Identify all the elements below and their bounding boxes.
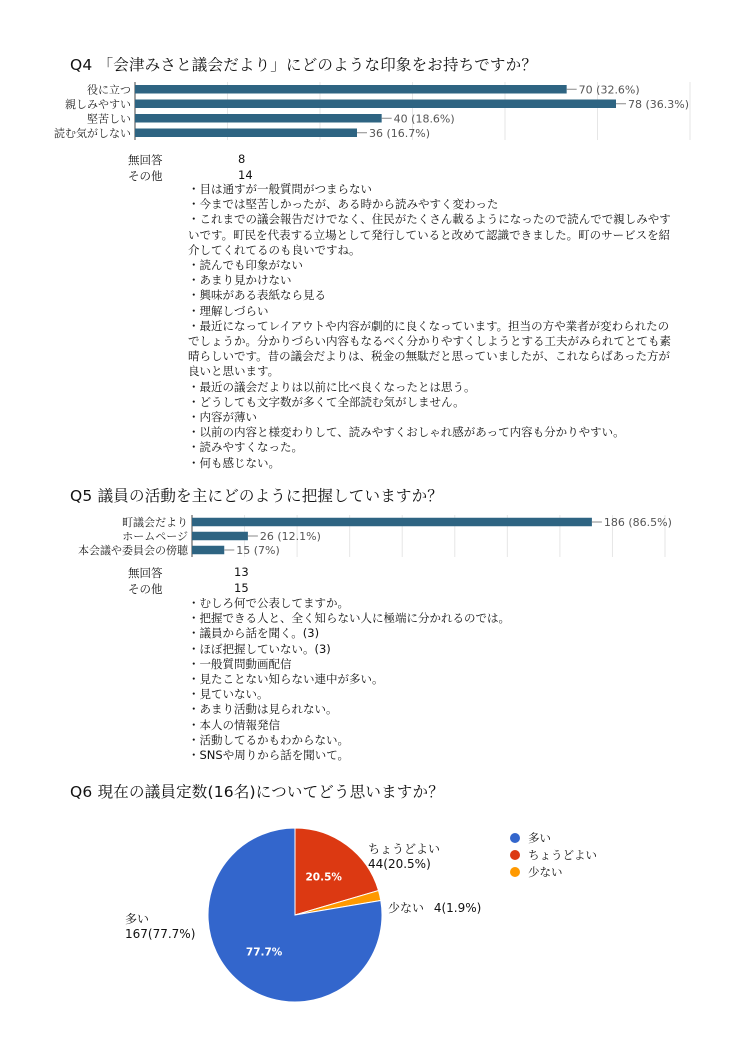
q4-other-value: 14 — [238, 168, 253, 182]
legend-item-many — [510, 829, 597, 846]
q4-data-label: 70 (32.6%) — [578, 83, 640, 97]
q5-bar — [192, 546, 224, 555]
q4-comment: ・どうしても文字数が多くて全部読む気がしません。 — [188, 394, 465, 409]
q4-category-label: 役に立つ — [87, 83, 131, 97]
q4-data-label: 40 (18.6%) — [393, 112, 455, 126]
legend-item-few — [510, 863, 597, 880]
q5-title: Q5 議員の活動を主にどのように把握していますか？ — [70, 487, 443, 505]
q4-comment: ・以前の内容と様変わりして、読みやすくおしゃれ感があって内容も分かりやすい。 — [188, 425, 625, 440]
q5-comment: ・議員から話を聞く。(3) — [188, 626, 320, 641]
legend-dot-many — [510, 833, 520, 843]
q5-comment: ・むしろ何で公表してますか。 — [188, 596, 349, 610]
q4-comments — [188, 182, 680, 471]
q4-data-label: 36 (16.7%) — [369, 126, 431, 140]
q4-data-label: 78 (36.3%) — [628, 97, 690, 111]
legend-dot-just-right — [510, 850, 520, 860]
q4-comment: ・読みやすくなった。 — [188, 440, 303, 455]
q5-other-value: 15 — [234, 581, 249, 595]
pie-label-many-name: 多い — [125, 912, 150, 926]
q5-comment: ・一般質問動画配信 — [188, 656, 292, 671]
pie-legend — [510, 829, 597, 880]
q6-pie-chart — [200, 825, 390, 1000]
pie-label-just-right — [368, 842, 440, 872]
q5-comment: ・ほぼ把握していない。(3) — [188, 641, 331, 656]
q5-bar-chart — [60, 512, 680, 560]
pie-label-just-right-name: ちょうどよい — [368, 842, 441, 856]
q4-no-answer-value: 8 — [238, 152, 246, 166]
q4-comment: ・今までは堅苦しかったが、ある時から読みやすく変わった — [188, 197, 499, 212]
pie-label-many-value: 167(77.7%) — [125, 927, 196, 941]
legend-label-many: 多い — [528, 830, 551, 845]
q5-category-label: ホームページ — [122, 530, 188, 543]
q5-data-label: 26 (12.1%) — [259, 530, 321, 543]
q4-stats — [128, 152, 328, 184]
q4-comment: ・読んでも印象がない — [188, 258, 303, 273]
pie-inside-label-many: 77.7% — [245, 946, 283, 959]
q5-category-label: 本会議や委員会の傍聴 — [78, 544, 188, 557]
q5-other-label: その他 — [128, 582, 163, 596]
q5-data-label: 186 (86.5%) — [603, 516, 672, 529]
q4-comment: ・内容が薄い — [188, 410, 257, 425]
q4-comment: ・興味がある表紙なら見る — [188, 288, 326, 303]
q4-title: Q4 「会津みさと議会だより」にどのような印象をお持ちですか？ — [70, 56, 538, 74]
pie-label-just-right-value: 44(20.5%) — [368, 857, 431, 871]
q5-comment: ・見たことない知らない連中が多い。 — [188, 672, 384, 687]
q4-bar — [135, 85, 567, 94]
q4-comment: ・最近の議会だよりは以前に比べ良くなったとは思う。 — [188, 379, 476, 394]
q5-data-label: 15 (7%) — [236, 544, 280, 557]
q5-category-label: 町議会だより — [122, 516, 188, 529]
pie-inside-label-just-right: 20.5% — [305, 871, 342, 884]
legend-item-just-right — [510, 846, 597, 863]
q5-no-answer-label: 無回答 — [128, 566, 163, 580]
q4-category-label: 親しみやすい — [65, 97, 131, 111]
pie-label-few-name: 少ない — [388, 901, 425, 915]
q5-no-answer — [128, 565, 328, 581]
q5-stats — [128, 565, 328, 597]
q4-bar — [135, 129, 357, 138]
q6-title: Q6 現在の議員定数(16名)についてどう思いますか？ — [70, 783, 444, 801]
q5-comment: ・把握できる人と、全く知らない人に極端に分かれるのでは。 — [188, 611, 510, 626]
q4-no-answer-label: 無回答 — [128, 153, 163, 167]
q5-comment: ・本人の情報発信 — [188, 717, 280, 732]
q4-comment: ・理解しづらい — [188, 303, 269, 318]
q4-comment: ・これまでの議会報告だけでなく、住民がたくさん載るようになったので読んでで親しみやすいです。町民を代表する立場として発行していると改めて認識できました。町のサービスを紹介してくれてるのも良いですね。 — [188, 212, 671, 257]
legend-dot-few — [510, 867, 520, 877]
q4-comment: ・あまり見かけない — [188, 273, 292, 288]
q4-comment: ・目は通すが一般質問がつまらない — [188, 182, 372, 196]
pie-label-many — [125, 912, 195, 942]
legend-label-few: 少ない — [528, 864, 563, 879]
q4-comment: ・何も感じない。 — [188, 455, 280, 470]
q4-bar-chart — [54, 80, 690, 142]
q4-comment: ・最近になってレイアウトや内容が劇的に良くなっています。担当の方や業者が変わられたのでしょうか。分かりづらい内容もなるべく分かりやすくしようとする工夫がみられてとても素晴らしいです。昔の議会だよりは、税金の無駄だと思っていましたが、これならばあった方が良いと思います。 — [188, 318, 671, 379]
q5-comment: ・あまり活動は見られない。 — [188, 702, 338, 717]
pie-label-few-value: 4(1.9%) — [433, 901, 482, 915]
q5-no-answer-value: 13 — [234, 565, 249, 579]
q5-other — [128, 581, 328, 597]
q4-bar — [135, 114, 382, 123]
q5-bar — [192, 518, 592, 527]
q4-other-label: その他 — [128, 169, 163, 183]
q4-bar — [135, 100, 616, 109]
q4-category-label: 堅苦しい — [87, 112, 131, 126]
legend-label-just-right: ちょうどよい — [528, 847, 597, 862]
q4-no-answer — [128, 152, 328, 168]
q4-category-label: 読む気がしない — [54, 126, 131, 140]
q5-comment: ・SNSや周りから話を聞いて。 — [188, 748, 349, 763]
q5-comment: ・見ていない。 — [188, 687, 269, 702]
pie-label-few — [388, 901, 481, 916]
q5-bar — [192, 532, 248, 541]
q5-comments — [188, 596, 658, 763]
q5-comment: ・活動してるかもわからない。 — [188, 732, 349, 747]
